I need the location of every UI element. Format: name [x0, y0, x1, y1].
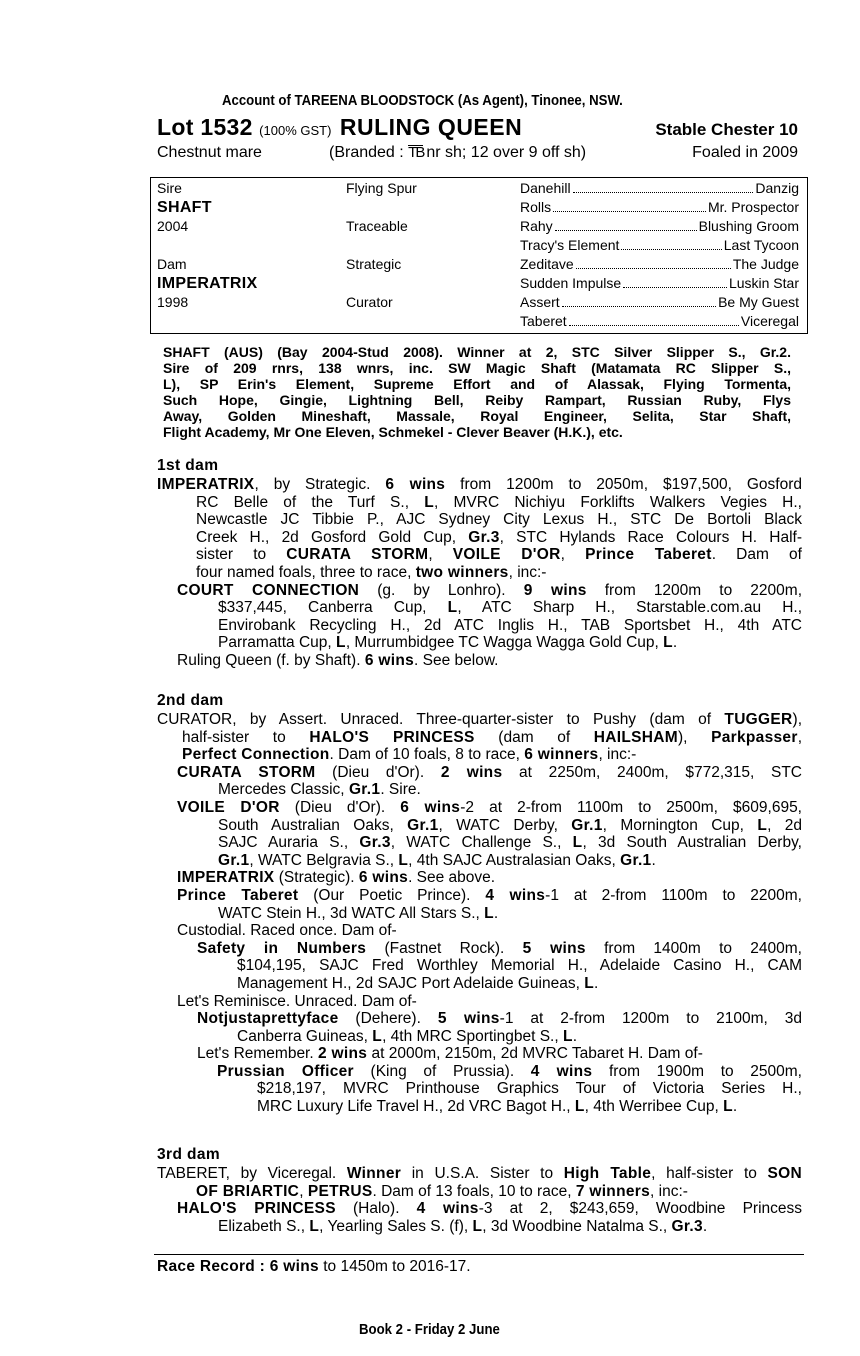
- text-run: (Dehere).: [338, 1010, 438, 1028]
- dotted-leader: [553, 198, 706, 212]
- pedigree-entry: [157, 869, 802, 887]
- bold-run: TUGGER: [724, 711, 793, 728]
- text-run: Parramatta Cup,: [218, 634, 337, 652]
- pedigree-entry: [157, 993, 802, 1011]
- entry-line: [177, 582, 802, 600]
- branded-suffix: nr sh; 12 over 9 off sh): [426, 144, 587, 161]
- horse-description: Chestnut mare: [157, 144, 262, 161]
- text-run: ,: [797, 728, 802, 746]
- ancestor-name: Danehill: [520, 180, 571, 196]
- pedigree-entry: [157, 940, 802, 993]
- text-run: Newcastle JC Tibbie P., AJC Sydney City Lexus H., STC De Bortoli Black: [196, 511, 802, 529]
- entry-line: [218, 617, 802, 635]
- bold-run: IMPERATRIX: [177, 869, 275, 887]
- entry-line: [177, 652, 802, 670]
- bold-run: 6 wins: [400, 798, 461, 816]
- text-run: .: [572, 1027, 578, 1045]
- text-run: MRC Luxury Life Travel H., 2d VRC Bagot H.,: [257, 1098, 575, 1116]
- text-run: ,: [560, 546, 586, 564]
- entry-line: [196, 564, 802, 582]
- text-run: .: [493, 904, 499, 922]
- vendor-account: Account of TAREENA BLOODSTOCK (As Agent), Tinonee, NSW.: [221, 92, 623, 109]
- entry-line: [157, 476, 802, 494]
- text-run: South Australian Oaks,: [218, 816, 408, 834]
- entry-line: [177, 869, 802, 887]
- text-run: .: [672, 634, 678, 652]
- ancestor-sire: Be My Guest: [718, 294, 799, 310]
- gst-note: (100% GST): [259, 123, 332, 138]
- text-run: (Halo).: [335, 1200, 417, 1218]
- text-run: . See above.: [408, 869, 496, 887]
- pedigree-row: [157, 293, 799, 312]
- pedigree-row: [157, 236, 799, 255]
- ancestor-sire: Mr. Prospector: [707, 199, 799, 215]
- text-run: SAJC Auraria S.,: [218, 834, 360, 852]
- text-run: , by Strategic.: [254, 476, 386, 493]
- text-run: (Fastnet Rock).: [366, 939, 523, 957]
- text-run: (Strategic).: [274, 869, 359, 887]
- text-run: , WATC Challenge S.,: [390, 834, 573, 852]
- sire-line: SHAFT (AUS) (Bay 2004-Stud 2008). Winner at 2, STC Silver Slipper S., Gr.2.: [163, 344, 791, 360]
- lot-header: [157, 114, 798, 142]
- bold-run: HALO'S PRINCESS: [309, 728, 475, 746]
- bold-run: Gr.1: [407, 816, 439, 834]
- text-run: , inc:-: [508, 563, 547, 581]
- entry-line: [257, 1098, 802, 1116]
- text-run: Let's Remember.: [197, 1045, 318, 1063]
- bold-run: VOILE D'OR: [177, 798, 280, 816]
- text-run: (Dieu d'Or).: [315, 763, 441, 781]
- sire-summary: [163, 344, 791, 440]
- pedigree-col2: Curator: [346, 294, 393, 310]
- bold-run: 6 wins: [364, 651, 415, 669]
- text-run: (King of Prussia).: [353, 1062, 531, 1080]
- bold-run: 4 wins: [416, 1200, 479, 1218]
- bold-run: L: [484, 904, 494, 922]
- text-run: . Sire.: [380, 781, 421, 799]
- pedigree-col2: Traceable: [346, 218, 408, 234]
- text-run: . Dam of 10 foals, 8 to race,: [329, 746, 525, 764]
- bold-run: PETRUS: [307, 1182, 373, 1200]
- entry-line: [196, 1183, 802, 1201]
- text-run: $337,445, Canberra Cup,: [218, 599, 448, 617]
- bold-run: 5 wins: [437, 1010, 500, 1028]
- pedigree-col3: [520, 179, 799, 198]
- text-run: ,: [428, 546, 453, 564]
- text-run: $218,197, MVRC Printhouse Graphics Tour of Victoria Series H.,: [257, 1080, 802, 1098]
- text-run: from 1400m to 2400m,: [585, 939, 802, 957]
- entry-line: [177, 922, 802, 940]
- entry-line: [197, 1010, 802, 1028]
- bold-run: two winners: [415, 563, 509, 581]
- text-run: .: [702, 1217, 708, 1235]
- entry-line: [196, 546, 802, 564]
- pedigree-col3: [520, 293, 799, 312]
- page-footer: Book 2 - Friday 2 June: [359, 1321, 500, 1338]
- ancestor-sire: Last Tycoon: [723, 237, 799, 253]
- bold-run: 6 wins: [385, 476, 446, 493]
- lot-number: Lot 1532: [157, 114, 253, 140]
- text-run: (Dieu d'Or).: [279, 798, 401, 816]
- entry-line: [218, 905, 802, 923]
- race-record-text: to 1450m to 2016-17.: [318, 1258, 471, 1275]
- text-run: (dam of: [474, 728, 594, 746]
- third-dam-section: [157, 1146, 802, 1235]
- bold-run: L: [723, 1098, 733, 1116]
- text-run: (Our Poetic Prince).: [298, 886, 486, 904]
- bold-run: 6 wins: [358, 869, 409, 887]
- entry-line: [157, 711, 802, 729]
- text-run: (g. by Lonhro).: [359, 581, 524, 599]
- bold-run: SON: [767, 1165, 803, 1182]
- entry-line: [218, 1218, 802, 1236]
- section-heading: 1st dam: [157, 457, 219, 474]
- sire-line: Sire of 209 rnrs, 138 wnrs, inc. SW Magic Shaft (Matamata RC Slipper S.,: [163, 360, 791, 376]
- bold-run: VOILE D'OR: [452, 546, 561, 564]
- entry-line: [218, 834, 802, 852]
- bold-run: Gr.3: [671, 1217, 703, 1235]
- horse-name: RULING QUEEN: [339, 114, 523, 140]
- text-run: RC Belle of the Turf S.,: [196, 493, 425, 511]
- pedigree-col1: 2004: [157, 218, 189, 234]
- pedigree-entry: [157, 1045, 802, 1063]
- entry-line: [177, 993, 802, 1011]
- dotted-leader: [573, 179, 754, 193]
- entry-line: [237, 957, 802, 975]
- bold-run: Safety in Numbers: [197, 939, 367, 957]
- pedigree-entry: [157, 711, 802, 764]
- bold-run: IMPERATRIX: [157, 476, 255, 493]
- entry-line: [237, 975, 802, 993]
- bold-run: Gr.3: [359, 834, 391, 852]
- pedigree-col1: 1998: [157, 294, 189, 310]
- pedigree-col3: [520, 255, 799, 274]
- race-record-label: Race Record : 6 wins: [157, 1258, 319, 1275]
- text-run: -2 at 2-from 1100m to 2500m, $609,695,: [460, 798, 802, 816]
- text-run: , 2d: [767, 816, 802, 834]
- bold-run: L: [757, 816, 768, 834]
- section-heading: 2nd dam: [157, 692, 224, 709]
- ancestor-sire: Danzig: [755, 180, 799, 196]
- stable-location: Stable Chester 10: [655, 120, 798, 139]
- bold-run: L: [309, 1217, 320, 1235]
- text-run: , Murrumbidgee TC Wagga Wagga Gold Cup,: [345, 634, 664, 652]
- text-run: at 2250m, 2400m, $772,315, STC: [502, 763, 802, 781]
- bold-run: L: [574, 1098, 585, 1116]
- dotted-leader: [576, 255, 731, 269]
- text-run: ),: [792, 711, 802, 728]
- bold-run: L: [472, 1217, 483, 1235]
- bold-run: L: [562, 1027, 573, 1045]
- pedigree-entry: [157, 1200, 802, 1235]
- bold-run: 2 wins: [317, 1045, 368, 1063]
- pedigree-col1: Sire: [157, 180, 182, 196]
- bold-run: Gr.3: [468, 528, 500, 546]
- divider: [154, 1254, 804, 1255]
- bold-run: Gr.1: [218, 851, 250, 869]
- entry-line: [182, 746, 802, 764]
- ancestor-name: Tracy's Element: [520, 237, 620, 253]
- pedigree-entry: [157, 476, 802, 582]
- text-run: , 3d South Australian Derby,: [582, 834, 802, 852]
- bold-run: 7 winners: [575, 1182, 651, 1200]
- text-run: .: [732, 1098, 738, 1116]
- pedigree-entry: [157, 764, 802, 799]
- text-run: , 4th MRC Sportingbet S.,: [382, 1027, 563, 1045]
- text-run: .: [594, 974, 599, 992]
- ancestor-sire: Viceregal: [740, 313, 799, 329]
- sire-line: L), SP Erin's Element, Supreme Effort and of Alassak, Flying Tormenta,: [163, 376, 791, 392]
- pedigree-col3: [520, 198, 799, 217]
- pedigree-col2: Flying Spur: [346, 180, 417, 196]
- text-run: WATC Stein H., 3d WATC All Stars S.,: [218, 904, 485, 922]
- text-run: from 1200m to 2200m,: [586, 581, 802, 599]
- text-run: Envirobank Recycling H., 2d ATC Inglis H., TAB Sportsbet H., 4th ATC: [218, 616, 802, 634]
- text-run: TABERET, by Viceregal.: [157, 1165, 347, 1182]
- bold-run: Parkpasser: [711, 728, 798, 746]
- text-run: ),: [678, 728, 712, 746]
- ancestor-name: Zeditave: [520, 256, 574, 272]
- bold-run: CURATA STORM: [177, 763, 316, 781]
- entry-line: [197, 940, 802, 958]
- entry-line: [218, 852, 802, 870]
- text-run: sister to: [196, 546, 287, 564]
- text-run: , inc:-: [598, 746, 637, 764]
- bold-run: HALO'S PRINCESS: [177, 1200, 336, 1218]
- first-dam-section: [157, 457, 802, 670]
- race-record: [157, 1258, 471, 1276]
- pedigree-entry: [157, 1165, 802, 1200]
- pedigree-col1: Dam: [157, 256, 187, 272]
- pedigree-row: [157, 198, 799, 217]
- dotted-leader: [555, 217, 697, 231]
- text-run: , STC Hylands Race Colours H. Half-: [499, 528, 802, 546]
- text-run: -3 at 2, $243,659, Woodbine Princess: [478, 1200, 803, 1218]
- text-run: , Yearling Sales S. (f),: [319, 1217, 473, 1235]
- pedigree-entry: [157, 887, 802, 922]
- brand-info: [329, 144, 586, 162]
- bold-run: 5 wins: [522, 939, 586, 957]
- pedigree-entry: [157, 922, 802, 940]
- bold-run: L: [663, 634, 673, 652]
- text-run: Elizabeth S.,: [218, 1217, 310, 1235]
- dotted-leader: [569, 312, 739, 326]
- ancestor-name: Rahy: [520, 218, 553, 234]
- bold-run: 9 wins: [523, 581, 587, 599]
- bold-run: HAILSHAM: [593, 728, 678, 746]
- entry-line: [257, 1080, 802, 1098]
- entry-line: [196, 494, 802, 512]
- pedigree-col3: [520, 312, 799, 331]
- text-run: .: [651, 851, 656, 869]
- text-run: , MVRC Nichiyu Forklifts Walkers Vegies H.,: [434, 493, 802, 511]
- entry-line: [197, 1045, 802, 1063]
- pedigree-row: [157, 217, 799, 236]
- brand-mark-icon: TB: [408, 144, 424, 161]
- bold-run: OF BRIARTIC: [196, 1182, 300, 1200]
- sire-line: Such Hope, Gingie, Lightning Bell, Reiby Rampart, Russian Ruby, Flys: [163, 392, 791, 408]
- text-run: four named foals, three to race,: [196, 563, 416, 581]
- second-dam-section: [157, 692, 802, 1116]
- dotted-leader: [562, 293, 716, 307]
- bold-run: High Table: [563, 1165, 652, 1182]
- text-run: CURATOR, by Assert. Unraced. Three-quarter-sister to Pushy (dam of: [157, 711, 725, 728]
- entry-line: [218, 634, 802, 652]
- bold-run: L: [447, 599, 458, 617]
- pedigree-entry: [157, 1063, 802, 1116]
- bold-run: Notjustaprettyface: [197, 1010, 339, 1028]
- entry-line: [218, 781, 802, 799]
- bold-run: Prince Taberet: [585, 546, 712, 564]
- pedigree-col1: SHAFT: [157, 199, 212, 216]
- text-run: , 3d Woodbine Natalma S.,: [482, 1217, 672, 1235]
- ancestor-name: Sudden Impulse: [520, 275, 622, 291]
- text-run: in U.S.A. Sister to: [401, 1165, 564, 1182]
- text-run: . See below.: [414, 651, 499, 669]
- ancestor-sire: The Judge: [732, 256, 799, 272]
- entry-line: [177, 764, 802, 782]
- entry-line: [177, 1200, 802, 1218]
- dotted-leader: [623, 274, 727, 288]
- entry-line: [218, 817, 802, 835]
- pedigree-row: [157, 179, 799, 198]
- entry-line: [177, 799, 802, 817]
- text-run: Management H., 2d SAJC Port Adelaide Guineas,: [237, 974, 585, 992]
- text-run: , 4th Werribee Cup,: [584, 1098, 724, 1116]
- bold-run: Gr.1: [348, 781, 381, 799]
- entry-line: [217, 1063, 802, 1081]
- pedigree-table: [150, 177, 808, 334]
- text-run: , WATC Belgravia S.,: [249, 851, 399, 869]
- text-run: , WATC Derby,: [438, 816, 572, 834]
- text-run: half-sister to: [182, 728, 310, 746]
- entry-line: [196, 529, 802, 547]
- bold-run: Perfect Connection: [182, 746, 330, 764]
- entry-line: [196, 511, 802, 529]
- text-run: Ruling Queen (f. by Shaft).: [177, 651, 365, 669]
- bold-run: L: [398, 851, 409, 869]
- bold-run: L: [336, 634, 346, 652]
- text-run: Canberra Guineas,: [237, 1027, 373, 1045]
- text-run: Let's Reminisce. Unraced. Dam of-: [177, 992, 417, 1010]
- entry-line: [218, 599, 802, 617]
- bold-run: Prussian Officer: [217, 1062, 354, 1080]
- horse-info: [157, 144, 798, 162]
- text-run: from 1200m to 2050m, $197,500, Gosford: [445, 476, 802, 493]
- bold-run: 6 winners: [524, 746, 599, 764]
- pedigree-entry: [157, 1010, 802, 1045]
- ancestor-name: Assert: [520, 294, 560, 310]
- text-run: -1 at 2-from 1200m to 2100m, 3d: [499, 1010, 802, 1028]
- bold-run: L: [424, 493, 434, 511]
- entry-line: [182, 729, 802, 747]
- text-run: ,: [299, 1182, 308, 1200]
- text-run: from 1900m to 2500m,: [592, 1062, 802, 1080]
- ancestor-name: Taberet: [520, 313, 567, 329]
- bold-run: L: [572, 834, 583, 852]
- pedigree-entry: [157, 652, 802, 670]
- text-run: Creek H., 2d Gosford Gold Cup,: [196, 528, 469, 546]
- text-run: -1 at 2-from 1100m to 2200m,: [545, 886, 802, 904]
- text-run: , inc:-: [650, 1182, 688, 1200]
- pedigree-row: [157, 312, 799, 331]
- dotted-leader: [621, 236, 721, 250]
- text-run: . Dam of: [711, 546, 802, 564]
- entry-line: [177, 887, 802, 905]
- bold-run: Gr.1: [571, 816, 603, 834]
- text-run: at 2000m, 2150m, 2d MVRC Tabaret H. Dam of-: [367, 1045, 703, 1063]
- ancestor-sire: Blushing Groom: [698, 218, 799, 234]
- pedigree-entry: [157, 799, 802, 869]
- pedigree-col2: Strategic: [346, 256, 402, 272]
- bold-run: L: [372, 1027, 383, 1045]
- branded-prefix: (Branded :: [329, 144, 404, 161]
- bold-run: 4 wins: [485, 886, 546, 904]
- bold-run: CURATA STORM: [286, 546, 429, 564]
- text-run: , Mornington Cup,: [602, 816, 758, 834]
- entry-line: [237, 1028, 802, 1046]
- entry-line: [157, 1165, 802, 1183]
- bold-run: COURT CONNECTION: [177, 581, 360, 599]
- bold-run: 2 wins: [440, 763, 503, 781]
- sire-line: Away, Golden Mineshaft, Massale, Royal Engineer, Selita, Star Shaft,: [163, 408, 791, 424]
- ancestor-name: Rolls: [520, 199, 552, 215]
- bold-run: 4 wins: [530, 1062, 593, 1080]
- pedigree-col3: [520, 236, 799, 255]
- pedigree-entry: [157, 582, 802, 652]
- bold-run: Winner: [346, 1165, 402, 1182]
- bold-run: L: [584, 974, 595, 992]
- text-run: , half-sister to: [651, 1165, 768, 1182]
- foaled-year: Foaled in 2009: [692, 144, 798, 161]
- text-run: Custodial. Raced once. Dam of-: [177, 922, 397, 940]
- section-heading: 3rd dam: [157, 1146, 221, 1163]
- text-run: . Dam of 13 foals, 10 to race,: [372, 1182, 576, 1200]
- text-run: $104,195, SAJC Fred Worthley Memorial H., Adelaide Casino H., CAM: [237, 957, 802, 975]
- pedigree-col3: [520, 217, 799, 236]
- bold-run: Prince Taberet: [177, 886, 299, 904]
- text-run: , ATC Sharp H., Starstable.com.au H.,: [457, 599, 802, 617]
- text-run: , 4th SAJC Australasian Oaks,: [408, 851, 621, 869]
- pedigree-col1: IMPERATRIX: [157, 275, 258, 292]
- pedigree-col3: [520, 274, 799, 293]
- pedigree-row: [157, 274, 799, 293]
- pedigree-row: [157, 255, 799, 274]
- sire-line: Flight Academy, Mr One Eleven, Schmekel - Clever Beaver (H.K.), etc.: [163, 424, 623, 440]
- text-run: Mercedes Classic,: [218, 781, 349, 799]
- bold-run: Gr.1: [620, 851, 652, 869]
- ancestor-sire: Luskin Star: [728, 275, 799, 291]
